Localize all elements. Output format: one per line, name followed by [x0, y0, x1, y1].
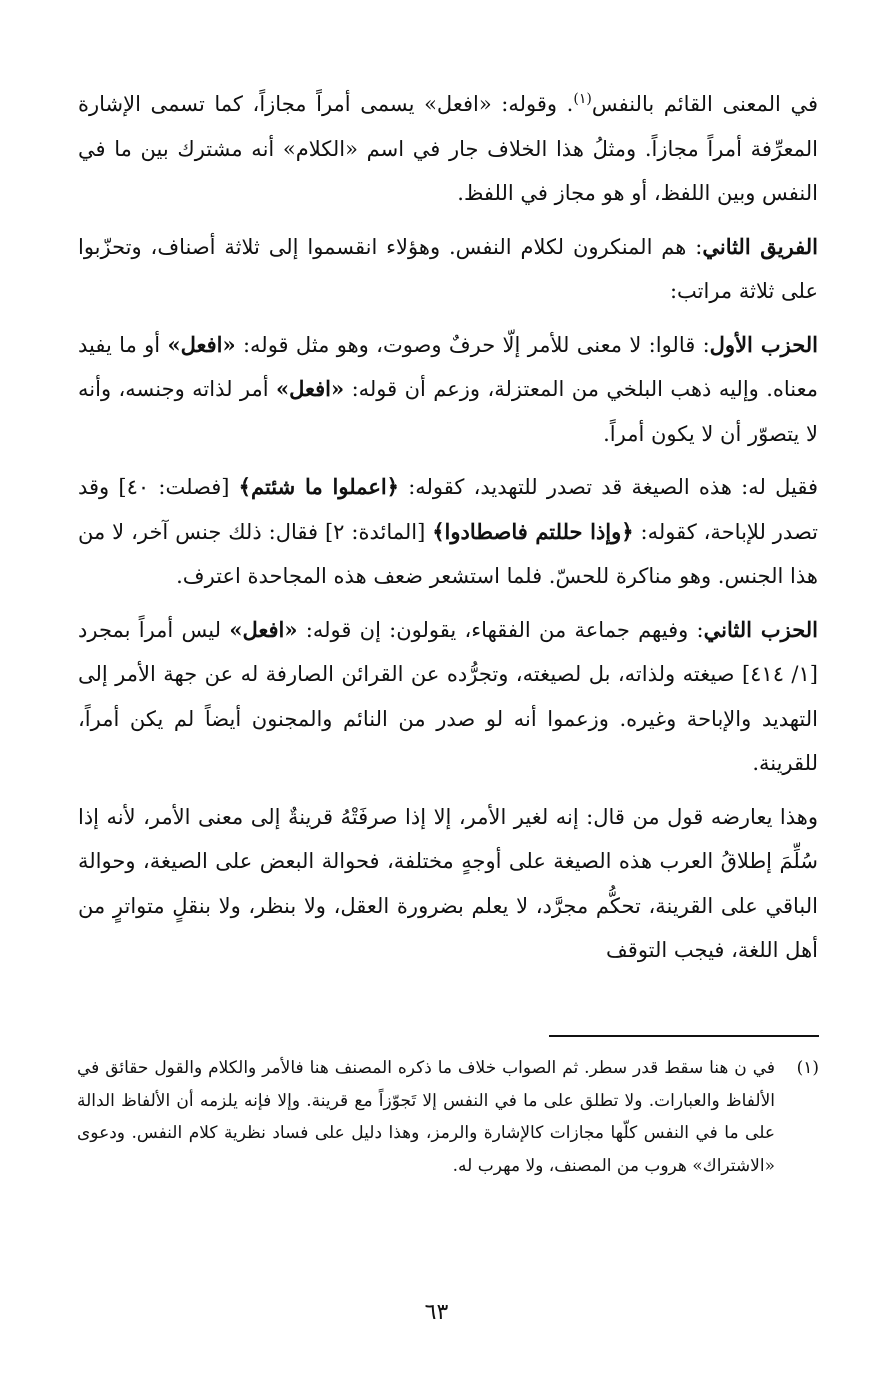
paragraph-1-text-a: في المعنى القائم بالنفس — [591, 92, 818, 116]
paragraph-4 — [78, 465, 818, 599]
paragraph-4-text-b: [فصلت: ٤٠] وقد تصدر للإباحة، كقوله: — [78, 475, 819, 544]
page-body — [78, 82, 818, 982]
paragraph-1-text-b: . وقوله: «افعل» يسمى أمراً مجازاً، كما تسمى الإشارة المعرِّفة أمراً مجازاً. ومثلُ هذا الخلاف جار في اسم «الكلام» أنه مشترك بين ما في النفس وبين اللفظ، أو هو مجاز في اللفظ. — [78, 92, 818, 205]
quoted-if-al-3: «افعل» — [229, 616, 298, 642]
term-second-group: الفريق الثاني — [702, 233, 818, 259]
paragraph-3-text-c: أمر لذاته وجنسه، وأنه لا يتصوّر أن لا يكون أمراً. — [78, 377, 818, 446]
paragraph-6-text: وهذا يعارضه قول من قال: إنه لغير الأمر، إلا إذا صرفَتْهُ قرينةٌ إلى معنى الأمر، لأنه إذا سُلِّمَ إطلاقُ العرب هذه الصيغة على أوجهٍ مختلفة، فحوالة البعض على الصيغة، وحوالة الباقي على القرينة، تحكُّم مجرَّد، لا يعلم بضرورة العقل، ولا بنظر، ولا بنقلٍ متواترٍ من أهل اللغة، فيجب التوقف — [78, 804, 818, 962]
footnote-divider — [549, 1035, 819, 1037]
paragraph-4-text-c: [المائدة: ٢] فقال: ذلك جنس آخر، لا من هذا الجنس. وهو مناكرة للحسّ. فلما استشعر ضعف هذه المجاحدة اعترف. — [78, 519, 818, 588]
paragraph-5-text-a: : وفيهم جماعة من الفقهاء، يقولون: إن قوله: — [297, 617, 704, 642]
footnotes — [77, 1052, 819, 1182]
main-text — [78, 82, 818, 973]
quran-verse-2: ﴿وإذا حللتم فاصطادوا﴾ — [432, 518, 634, 544]
paragraph-2 — [78, 225, 818, 314]
footnote-1 — [77, 1052, 819, 1182]
paragraph-5-text-b: ليس أمراً بمجرد [١/ ٤١٤] صيغته ولذاته، بل لصيغته، وتجرُّده عن القرائن الصارفة له عن جهة الأمر إلى التهديد والإباحة وغيره. وزعموا أنه لو صدر من النائم والمجنون أيضاً لم يكن أمراً، للقرينة. — [78, 617, 818, 775]
paragraph-4-text-a: فقيل له: هذه الصيغة قد تصدر للتهديد، كقوله: — [399, 475, 819, 499]
quoted-if-al-2: «افعل» — [275, 376, 345, 401]
paragraph-3-text-a: : قالوا: لا معنى للأمر إلّا حرفٌ وصوت، وهو مثل قوله: — [235, 332, 710, 357]
footnote-marker: (١) — [573, 91, 592, 107]
paragraph-5 — [78, 608, 818, 786]
paragraph-1 — [78, 82, 818, 216]
paragraph-6 — [78, 795, 818, 973]
paragraph-3-text-b: أو ما يفيد معناه. وإليه ذهب البلخي من المعتزلة، وزعم أن قوله: — [78, 332, 818, 401]
footnote-text: في ن هنا سقط قدر سطر. ثم الصواب خلاف ما ذكره المصنف هنا فالأمر والكلام والقول حقائق في الألفاظ والعبارات. ولا تطلق على ما في النفس إلا تَجوّزاً مع قرينة. وإلا فإنه يلزمه أن الألفاظ الدالة على ما في النفس كلّها مجازات كالإشارة والرمز، وهذا دليل على فساد نظرية كلام النفس. ودعوى «الاشتراك» هروب من المصنف، ولا مهرب له. — [77, 1058, 775, 1176]
paragraph-2-text: : هم المنكرون لكلام النفس. وهؤلاء انقسموا إلى ثلاثة أصناف، وتحزّبوا على ثلاثة مراتب: — [78, 234, 818, 303]
quoted-if-al-1: «افعل» — [167, 331, 236, 357]
term-second-party: الحزب الثاني — [703, 616, 818, 642]
paragraph-3 — [78, 323, 818, 457]
footnote-number: (١) — [796, 1058, 819, 1078]
term-first-party: الحزب الأول — [709, 331, 818, 357]
page-number: ٦٣ — [424, 1300, 449, 1325]
quran-verse-1: ﴿اعملوا ما شئتم﴾ — [238, 474, 399, 499]
